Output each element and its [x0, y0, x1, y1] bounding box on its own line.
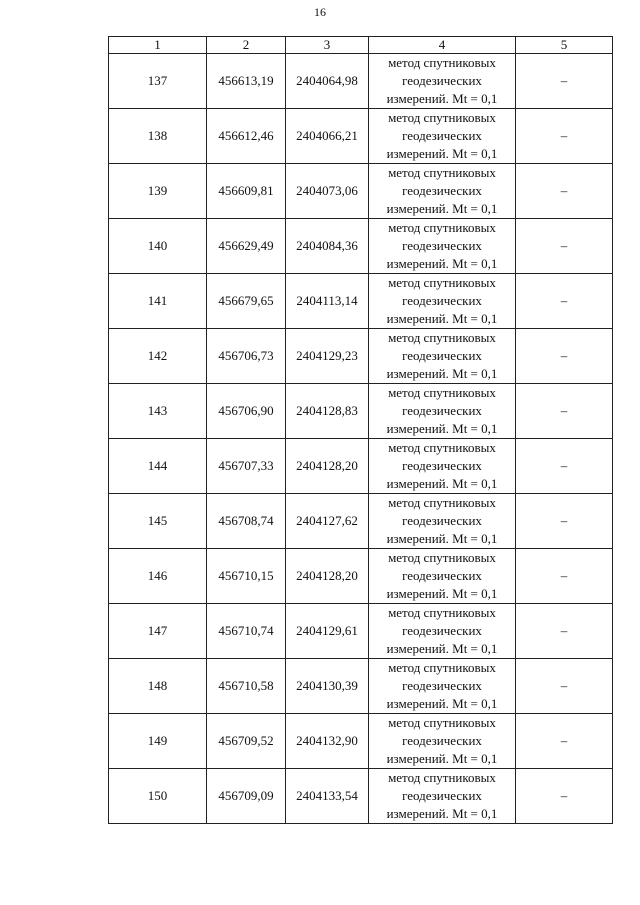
header-col-5: 5 [516, 37, 613, 54]
method-cell [369, 494, 516, 549]
method-line: измерений. Mt = 0,1 [386, 476, 498, 491]
method-line: измерений. Mt = 0,1 [386, 696, 498, 711]
method-cell [369, 714, 516, 769]
method-line: геодезических [402, 238, 482, 253]
table-row [109, 384, 613, 439]
method-line: измерений. Mt = 0,1 [386, 751, 498, 766]
point-number-cell: 146 [109, 549, 207, 604]
method-line: геодезических [402, 73, 482, 88]
note-cell: – [516, 494, 613, 549]
note-cell: – [516, 219, 613, 274]
x-coordinate-cell: 456709,09 [207, 769, 286, 824]
table-row [109, 494, 613, 549]
y-coordinate-cell: 2404129,61 [286, 604, 369, 659]
method-line: геодезических [402, 293, 482, 308]
method-line: метод спутниковых [388, 605, 496, 620]
table-row [109, 714, 613, 769]
x-coordinate-cell: 456709,52 [207, 714, 286, 769]
point-number-cell: 137 [109, 54, 207, 109]
method-line: метод спутниковых [388, 220, 496, 235]
point-number-cell: 149 [109, 714, 207, 769]
x-coordinate-cell: 456609,81 [207, 164, 286, 219]
method-cell [369, 329, 516, 384]
y-coordinate-cell: 2404073,06 [286, 164, 369, 219]
table-row [109, 604, 613, 659]
point-number-cell: 145 [109, 494, 207, 549]
note-cell: – [516, 659, 613, 714]
y-coordinate-cell: 2404133,54 [286, 769, 369, 824]
method-line: метод спутниковых [388, 660, 496, 675]
table-row [109, 439, 613, 494]
x-coordinate-cell: 456707,33 [207, 439, 286, 494]
table-row [109, 274, 613, 329]
note-cell: – [516, 274, 613, 329]
method-cell [369, 109, 516, 164]
note-cell: – [516, 604, 613, 659]
method-line: геодезических [402, 403, 482, 418]
y-coordinate-cell: 2404129,23 [286, 329, 369, 384]
table-row [109, 549, 613, 604]
note-cell: – [516, 109, 613, 164]
header-row [109, 37, 613, 54]
method-line: геодезических [402, 128, 482, 143]
table-row [109, 54, 613, 109]
method-line: метод спутниковых [388, 385, 496, 400]
x-coordinate-cell: 456710,15 [207, 549, 286, 604]
method-line: геодезических [402, 788, 482, 803]
method-line: измерений. Mt = 0,1 [386, 201, 498, 216]
table-row [109, 329, 613, 384]
note-cell: – [516, 329, 613, 384]
header-col-3: 3 [286, 37, 369, 54]
method-cell [369, 384, 516, 439]
table-row [109, 769, 613, 824]
note-cell: – [516, 769, 613, 824]
method-cell [369, 549, 516, 604]
note-cell: – [516, 549, 613, 604]
point-number-cell: 150 [109, 769, 207, 824]
note-cell: – [516, 164, 613, 219]
method-line: метод спутниковых [388, 330, 496, 345]
point-number-cell: 147 [109, 604, 207, 659]
method-line: геодезических [402, 458, 482, 473]
method-line: измерений. Mt = 0,1 [386, 531, 498, 546]
method-line: метод спутниковых [388, 275, 496, 290]
method-line: измерений. Mt = 0,1 [386, 421, 498, 436]
method-line: измерений. Mt = 0,1 [386, 586, 498, 601]
method-line: измерений. Mt = 0,1 [386, 641, 498, 656]
method-line: измерений. Mt = 0,1 [386, 311, 498, 326]
point-number-cell: 144 [109, 439, 207, 494]
method-cell [369, 164, 516, 219]
table-row [109, 109, 613, 164]
method-line: метод спутниковых [388, 550, 496, 565]
method-line: метод спутниковых [388, 495, 496, 510]
x-coordinate-cell: 456710,58 [207, 659, 286, 714]
point-number-cell: 148 [109, 659, 207, 714]
y-coordinate-cell: 2404084,36 [286, 219, 369, 274]
point-number-cell: 143 [109, 384, 207, 439]
method-line: геодезических [402, 623, 482, 638]
method-cell [369, 769, 516, 824]
y-coordinate-cell: 2404132,90 [286, 714, 369, 769]
method-line: метод спутниковых [388, 55, 496, 70]
note-cell: – [516, 714, 613, 769]
point-number-cell: 139 [109, 164, 207, 219]
x-coordinate-cell: 456612,46 [207, 109, 286, 164]
method-line: измерений. Mt = 0,1 [386, 146, 498, 161]
coordinates-table [108, 36, 613, 824]
method-line: метод спутниковых [388, 715, 496, 730]
x-coordinate-cell: 456613,19 [207, 54, 286, 109]
method-cell [369, 604, 516, 659]
point-number-cell: 138 [109, 109, 207, 164]
method-cell [369, 54, 516, 109]
y-coordinate-cell: 2404066,21 [286, 109, 369, 164]
note-cell: – [516, 439, 613, 494]
x-coordinate-cell: 456706,73 [207, 329, 286, 384]
header-col-4: 4 [369, 37, 516, 54]
table-row [109, 219, 613, 274]
method-cell [369, 439, 516, 494]
method-line: измерений. Mt = 0,1 [386, 91, 498, 106]
y-coordinate-cell: 2404127,62 [286, 494, 369, 549]
x-coordinate-cell: 456708,74 [207, 494, 286, 549]
method-cell [369, 274, 516, 329]
point-number-cell: 140 [109, 219, 207, 274]
header-col-1: 1 [109, 37, 207, 54]
method-cell [369, 219, 516, 274]
x-coordinate-cell: 456706,90 [207, 384, 286, 439]
method-line: геодезических [402, 678, 482, 693]
page-number: 16 [314, 5, 326, 19]
method-line: измерений. Mt = 0,1 [386, 366, 498, 381]
method-line: геодезических [402, 568, 482, 583]
y-coordinate-cell: 2404113,14 [286, 274, 369, 329]
point-number-cell: 141 [109, 274, 207, 329]
y-coordinate-cell: 2404064,98 [286, 54, 369, 109]
method-line: геодезических [402, 513, 482, 528]
method-line: геодезических [402, 348, 482, 363]
method-line: метод спутниковых [388, 440, 496, 455]
x-coordinate-cell: 456710,74 [207, 604, 286, 659]
method-cell [369, 659, 516, 714]
y-coordinate-cell: 2404130,39 [286, 659, 369, 714]
y-coordinate-cell: 2404128,83 [286, 384, 369, 439]
y-coordinate-cell: 2404128,20 [286, 549, 369, 604]
y-coordinate-cell: 2404128,20 [286, 439, 369, 494]
note-cell: – [516, 384, 613, 439]
point-number-cell: 142 [109, 329, 207, 384]
x-coordinate-cell: 456629,49 [207, 219, 286, 274]
method-line: измерений. Mt = 0,1 [386, 256, 498, 271]
method-line: метод спутниковых [388, 165, 496, 180]
table-row [109, 164, 613, 219]
method-line: геодезических [402, 733, 482, 748]
method-line: измерений. Mt = 0,1 [386, 806, 498, 821]
table-row [109, 659, 613, 714]
method-line: геодезических [402, 183, 482, 198]
method-line: метод спутниковых [388, 110, 496, 125]
note-cell: – [516, 54, 613, 109]
method-line: метод спутниковых [388, 770, 496, 785]
x-coordinate-cell: 456679,65 [207, 274, 286, 329]
header-col-2: 2 [207, 37, 286, 54]
